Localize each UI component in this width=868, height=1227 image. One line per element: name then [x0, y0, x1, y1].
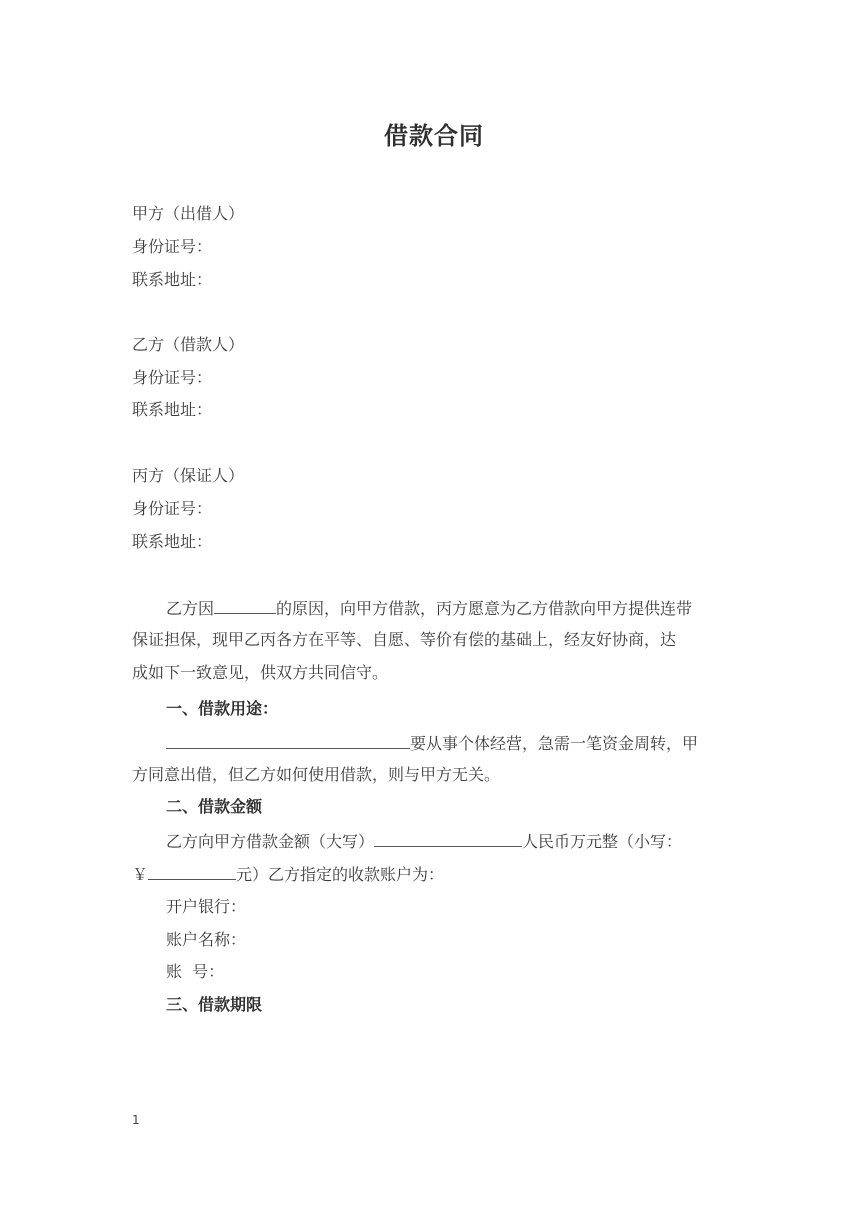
- amount-prefix: 乙方向甲方借款金额（大写）: [166, 832, 375, 851]
- preamble-line-1: [166, 597, 692, 619]
- amount-suffix: 人民币万元整（小写：: [522, 832, 683, 851]
- party-b-role: 乙方（借款人）: [132, 335, 245, 354]
- party-a-role: 甲方（出借人）: [132, 204, 245, 223]
- amount-words-blank: [374, 830, 522, 847]
- amount-digits-blank: [148, 863, 236, 880]
- party-a-address-label: 联系地址：: [132, 270, 213, 289]
- account-number-label: 账 号：: [166, 962, 225, 981]
- party-b-id-label: 身份证号：: [132, 368, 213, 387]
- document-title: 借款合同: [384, 122, 484, 150]
- section-1-text: 要从事个体经营，急需一笔资金周转，甲: [410, 734, 699, 753]
- account-intro: 元）乙方指定的收款账户为：: [236, 865, 445, 884]
- section-2-line-1: [166, 830, 682, 852]
- section-1-line-1: [166, 732, 698, 754]
- party-c-address-label: 联系地址：: [132, 532, 213, 551]
- account-name-label: 账户名称：: [166, 930, 247, 949]
- preamble-line-2: 保证担保，现甲乙丙各方在平等、自愿、等价有偿的基础上，经友好协商，达: [132, 630, 677, 649]
- preamble-suffix: 的原因，向甲方借款，丙方愿意为乙方借款向甲方提供连带: [276, 599, 693, 618]
- purpose-blank: [166, 732, 410, 749]
- section-2-heading: 二、借款金额: [166, 797, 263, 816]
- section-1-line-2: 方同意出借，但乙方如何使用借款，则与甲方无关。: [132, 765, 501, 784]
- party-c-role: 丙方（保证人）: [132, 466, 245, 485]
- yuan-symbol: ￥: [132, 865, 149, 884]
- reason-blank: [214, 597, 276, 614]
- party-c-id-label: 身份证号：: [132, 499, 213, 518]
- party-a-id-label: 身份证号：: [132, 237, 213, 256]
- section-3-heading: 三、借款期限: [166, 995, 263, 1014]
- bank-label: 开户银行：: [166, 897, 247, 916]
- party-b-address-label: 联系地址：: [132, 400, 213, 419]
- page-number: 1: [132, 1113, 140, 1127]
- preamble-line-3: 成如下一致意见，供双方共同信守。: [132, 663, 389, 682]
- preamble-prefix: 乙方因: [166, 599, 215, 618]
- section-2-line-2: [132, 863, 444, 885]
- section-1-heading: 一、借款用途：: [166, 699, 279, 718]
